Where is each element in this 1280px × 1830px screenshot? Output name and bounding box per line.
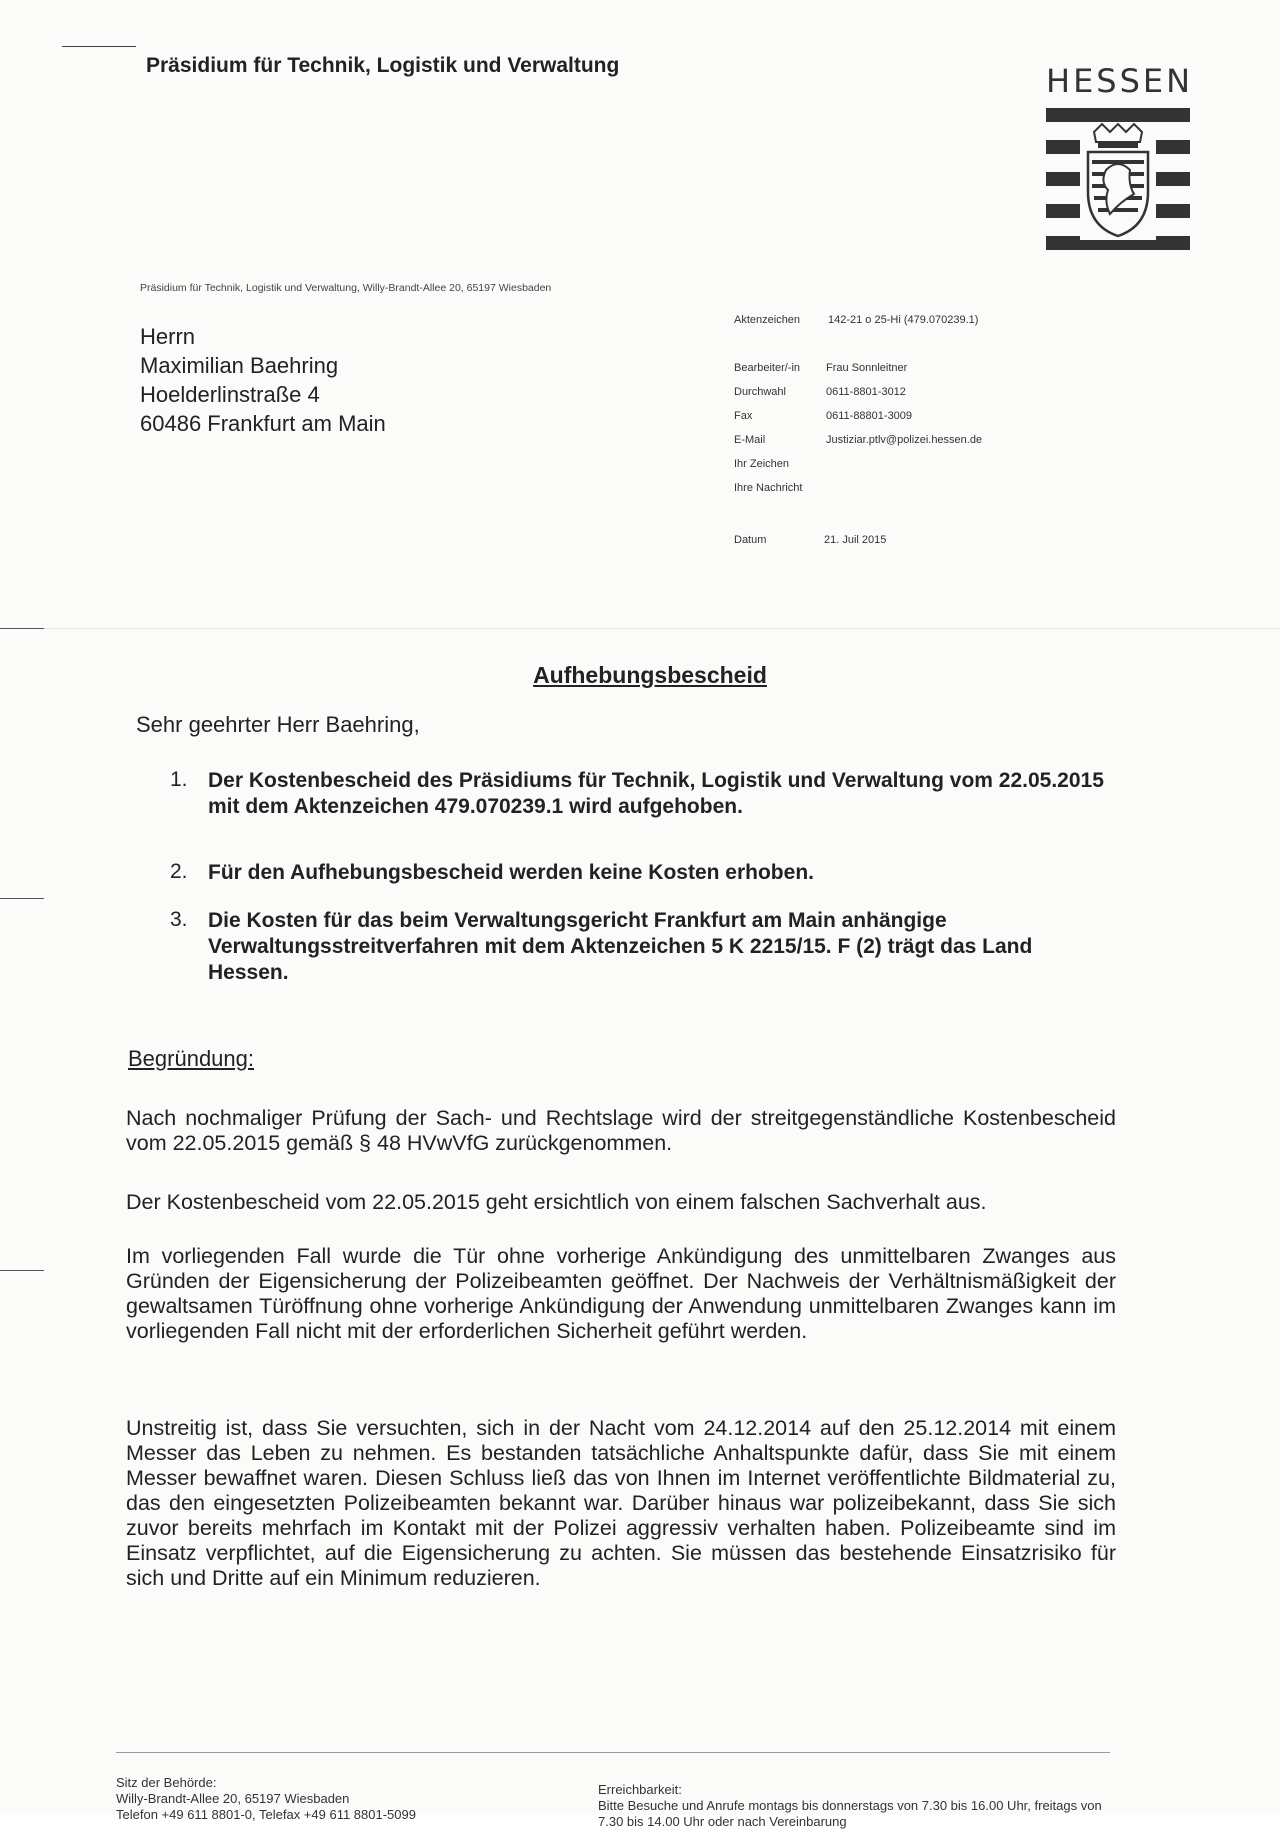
aktenzeichen-value: 142-21 o 25-Hi (479.070239.1) — [828, 314, 979, 326]
fold-line — [0, 628, 1280, 629]
body-paragraph: Nach nochmaliger Prüfung der Sach- und Rechtslage wird der streitgegenständliche Kostenbescheid vom 22.05.2015 gemäß § 48 HVwVfG zurückgenommen. — [126, 1106, 1116, 1155]
durchwahl-value: 0611-8801-3012 — [826, 386, 906, 398]
organization-name: Präsidium für Technik, Logistik und Verwaltung — [146, 54, 620, 77]
bearbeiter-value: Frau Sonnleitner — [826, 362, 908, 374]
ihre-nachricht-label: Ihre Nachricht — [734, 482, 803, 494]
footer-sitz-phone: Telefon +49 611 8801-0, Telefax +49 611 8801-5099 — [116, 1807, 416, 1822]
ihr-zeichen-label: Ihr Zeichen — [734, 458, 790, 470]
aktenzeichen-label: Aktenzeichen — [734, 314, 801, 326]
recipient-salutation-line: Herrn — [140, 324, 196, 349]
body-paragraph: Der Kostenbescheid vom 22.05.2015 geht ersichtlich von einem falschen Sachverhalt aus. — [126, 1190, 987, 1214]
datum-label: Datum — [734, 534, 767, 546]
durchwahl-label: Durchwahl — [734, 386, 786, 398]
recipient-address — [140, 322, 386, 438]
recipient-street: Hoelderlinstraße 4 — [140, 382, 320, 407]
point-number: 2. — [170, 860, 188, 883]
recipient-city: 60486 Frankfurt am Main — [140, 411, 386, 436]
point-number: 1. — [170, 768, 188, 791]
letter-salutation: Sehr geehrter Herr Baehring, — [136, 712, 420, 737]
point-text: Die Kosten für das beim Verwaltungsgericht Frankfurt am Main anhängige Verwaltungsstreitverfahren mit dem Aktenzeichen 5 K 2215/15. F (2) trägt das Land Hessen. — [208, 909, 1033, 984]
fold-mark — [0, 628, 44, 629]
body-paragraph: Unstreitig ist, dass Sie versuchten, sich in der Nacht vom 24.12.2014 auf den 25.12.2014 mit einem Messer das Leben zu nehmen. Es bestanden tatsächliche Anhaltspunkte dafür, dass Sie mit einem Messer bewaffnet waren. Diesen Schluss ließ das von Ihnen im Internet veröffentlichte Bildmaterial zu, das den eingesetzten Polizeibeamten bekannt war. Darüber hinaus war polizeibekannt, dass Sie sich zuvor bereits mehrfach im Kontakt mit der Polizei aggressiv verhalten haben. Polizeibeamte sind im Einsatz verpflichtet, auf die Eigensicherung zu achten. Sie müssen das bestehende Einsatzrisiko für sich und Dritte auf ein Minimum reduzieren. — [126, 1416, 1116, 1590]
footer-reachability — [598, 1782, 1118, 1830]
point-number: 3. — [170, 908, 188, 931]
body-paragraph: Im vorliegenden Fall wurde die Tür ohne vorherige Ankündigung des unmittelbaren Zwanges aus Gründen der Eigensicherung der Polizeibeamten geöffnet. Der Nachweis der Verhältnismäßigkeit der gewaltsamen Türöffnung ohne vorherige Ankündigung der Anwendung unmittelbaren Zwanges kann im vorliegenden Fall nicht mit der erforderlichen Sicherheit geführt werden. — [126, 1244, 1116, 1343]
point-text: Für den Aufhebungsbescheid werden keine Kosten erhoben. — [208, 861, 814, 884]
footer-divider — [116, 1752, 1110, 1753]
begruendung-heading: Begründung: — [128, 1046, 254, 1071]
footer-sitz-address: Willy-Brandt-Allee 20, 65197 Wiesbaden — [116, 1791, 350, 1806]
corner-mark — [62, 46, 136, 47]
fax-label: Fax — [734, 410, 753, 422]
hessen-logo-text: HESSEN — [1046, 62, 1194, 100]
email-label: E-Mail — [734, 434, 766, 446]
email-value: Justiziar.ptlv@polizei.hessen.de — [826, 434, 983, 446]
hessen-crest-logo — [1046, 108, 1190, 250]
footer-authority-address — [116, 1775, 416, 1823]
footer-reach-label: Erreichbarkeit: — [598, 1782, 682, 1797]
punch-mark — [0, 898, 44, 899]
lion-crest-icon — [1080, 122, 1156, 240]
letter-title: Aufhebungsbescheid — [533, 662, 767, 688]
datum-value: 21. Juil 2015 — [824, 534, 887, 546]
fold-mark-lower — [0, 1270, 44, 1271]
return-address: Präsidium für Technik, Logistik und Verwaltung, Willy-Brandt-Allee 20, 65197 Wiesbaden — [140, 282, 552, 294]
footer-sitz-label: Sitz der Behörde: — [116, 1775, 217, 1790]
fax-value: 0611-88801-3009 — [826, 410, 913, 422]
footer-reach-text: Bitte Besuche und Anrufe montags bis donnerstags von 7.30 bis 16.00 Uhr, freitags von 7.30 bis 14.00 Uhr oder nach Vereinbarung — [598, 1798, 1102, 1829]
point-text: Der Kostenbescheid des Präsidiums für Technik, Logistik und Verwaltung vom 22.05.2015 mit dem Aktenzeichen 479.070239.1 wird aufgehoben. — [208, 769, 1104, 818]
bearbeiter-label: Bearbeiter/-in — [734, 362, 801, 374]
recipient-name: Maximilian Baehring — [140, 353, 339, 378]
